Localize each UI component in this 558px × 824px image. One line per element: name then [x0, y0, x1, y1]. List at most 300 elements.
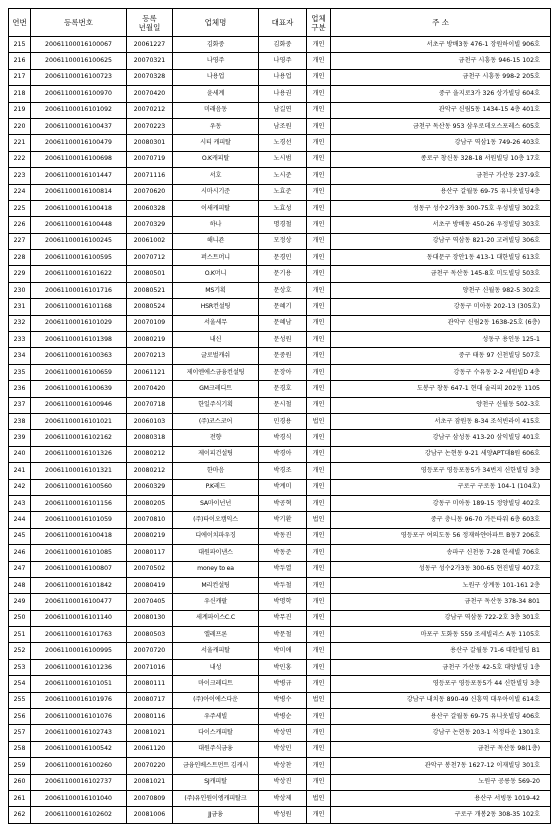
- table-row: [9, 250, 551, 266]
- cell-company-name: 한일주식기획: [173, 397, 259, 413]
- cell-representative: 문시철: [259, 397, 307, 413]
- cell-registration-date: 20080521: [127, 282, 173, 298]
- cell-company-name: HSR컨설팅: [173, 299, 259, 315]
- cell-representative: 박동진: [259, 528, 307, 544]
- cell-registration-number: 20061100016101236: [31, 659, 127, 675]
- cell-registration-date: 20070220: [127, 758, 173, 774]
- cell-registration-number: 20061100016101842: [31, 577, 127, 593]
- table-row: [9, 725, 551, 741]
- cell-business-type: 개인: [307, 577, 331, 593]
- cell-registration-date: 20080219: [127, 332, 173, 348]
- cell-registration-number: 20061100016101051: [31, 676, 127, 692]
- table-row: [9, 397, 551, 413]
- cell-no: 248: [9, 577, 31, 593]
- cell-representative: 박병규: [259, 676, 307, 692]
- cell-company-name: 디에이치파우징: [173, 528, 259, 544]
- cell-registration-number: 20061100016100479: [31, 135, 127, 151]
- cell-representative: 박상면: [259, 725, 307, 741]
- cell-no: 259: [9, 758, 31, 774]
- cell-representative: 박미애: [259, 643, 307, 659]
- cell-address: 관악구 신림2동 1638-25호 (6층): [331, 315, 551, 331]
- cell-business-type: 개인: [307, 69, 331, 85]
- header-representative: 대표자: [259, 9, 307, 37]
- table-row: [9, 282, 551, 298]
- cell-registration-date: 20081006: [127, 807, 173, 823]
- cell-address: 구로구 개봉2동 308-35 102호: [331, 807, 551, 823]
- cell-business-type: 법인: [307, 512, 331, 528]
- cell-address: 용산구 갈월동 69-75 유니웃빌딩4층: [331, 184, 551, 200]
- cell-no: 217: [9, 69, 31, 85]
- cell-registration-number: 20061100016100659: [31, 364, 127, 380]
- cell-address: 영등포구 여의도동 56 정재하얀아파트 B동7 206호: [331, 528, 551, 544]
- table-row: [9, 659, 551, 675]
- cell-address: 강동구 수유동 2-2 세원빌D 4층: [331, 364, 551, 380]
- cell-business-type: 개인: [307, 430, 331, 446]
- header-no: 연번: [9, 9, 31, 37]
- table-row: [9, 643, 551, 659]
- cell-no: 239: [9, 430, 31, 446]
- cell-registration-date: 20070712: [127, 250, 173, 266]
- cell-registration-date: 20080212: [127, 446, 173, 462]
- cell-no: 224: [9, 184, 31, 200]
- cell-representative: 박계미: [259, 479, 307, 495]
- cell-address: 양천구 신월동 502-3호: [331, 397, 551, 413]
- cell-registration-number: 20061100016101447: [31, 168, 127, 184]
- cell-registration-date: 20080117: [127, 545, 173, 561]
- cell-representative: 문상호: [259, 282, 307, 298]
- cell-registration-number: 20061100016101040: [31, 790, 127, 806]
- cell-registration-date: 20070109: [127, 315, 173, 331]
- cell-company-name: 김화중: [173, 37, 259, 53]
- cell-no: 223: [9, 168, 31, 184]
- cell-business-type: 개인: [307, 446, 331, 462]
- table-row: [9, 102, 551, 118]
- cell-registration-number: 20061100016100448: [31, 217, 127, 233]
- cell-registration-date: 20070213: [127, 348, 173, 364]
- cell-business-type: 개인: [307, 741, 331, 757]
- cell-business-type: 개인: [307, 463, 331, 479]
- cell-registration-number: 20061100016101076: [31, 709, 127, 725]
- cell-no: 250: [9, 610, 31, 626]
- cell-company-name: 해니죤: [173, 233, 259, 249]
- cell-representative: 박상진: [259, 774, 307, 790]
- cell-address: 금천구 시흥동 998-2 205호: [331, 69, 551, 85]
- cell-registration-date: 20060328: [127, 200, 173, 216]
- cell-company-name: (주)코스코어: [173, 413, 259, 429]
- cell-company-name: 글로벌캐쉬: [173, 348, 259, 364]
- cell-address: 노원구 상계동 101-161 2층: [331, 577, 551, 593]
- cell-no: 251: [9, 627, 31, 643]
- table-row: [9, 348, 551, 364]
- cell-no: 233: [9, 332, 31, 348]
- cell-registration-date: 20071116: [127, 168, 173, 184]
- cell-registration-date: 20080301: [127, 135, 173, 151]
- cell-business-type: 개인: [307, 807, 331, 823]
- cell-company-name: (주)아이에스다운: [173, 692, 259, 708]
- cell-address: 중구 충니동 96-70 가든타워 6층 603호: [331, 512, 551, 528]
- cell-registration-number: 20061100016100625: [31, 53, 127, 69]
- cell-representative: 박성원: [259, 807, 307, 823]
- cell-registration-date: 20080524: [127, 299, 173, 315]
- cell-representative: 노시준: [259, 168, 307, 184]
- cell-company-name: 다이스캐피탈: [173, 725, 259, 741]
- cell-registration-number: 20061100016101716: [31, 282, 127, 298]
- cell-representative: 박민홍: [259, 659, 307, 675]
- cell-registration-date: 20070718: [127, 397, 173, 413]
- cell-representative: 박문철: [259, 627, 307, 643]
- cell-address: 구로구 구로동 104-1 (104호): [331, 479, 551, 495]
- cell-registration-date: 20080501: [127, 266, 173, 282]
- cell-address: 성동구 성수2가3동 300-75호 우성빌딩 302호: [331, 200, 551, 216]
- cell-representative: 노효성: [259, 200, 307, 216]
- cell-registration-number: 20061100016101092: [31, 102, 127, 118]
- cell-business-type: 개인: [307, 315, 331, 331]
- table-row: [9, 266, 551, 282]
- table-row: [9, 69, 551, 85]
- cell-representative: 박공혁: [259, 495, 307, 511]
- cell-company-name: 마이크레디트: [173, 676, 259, 692]
- cell-company-name: 시티 캐피탈: [173, 135, 259, 151]
- header-registration-number: 등록번호: [31, 9, 127, 37]
- cell-address: 금천구 시흥동 946-15 102호: [331, 53, 551, 69]
- cell-company-name: 우주세빌: [173, 709, 259, 725]
- cell-address: 송파구 신천동 7-28 한세빌 706호: [331, 545, 551, 561]
- cell-company-name: SA마이넌넌: [173, 495, 259, 511]
- table-row: [9, 577, 551, 593]
- cell-no: 253: [9, 659, 31, 675]
- cell-company-name: 미래음동: [173, 102, 259, 118]
- table-row: [9, 495, 551, 511]
- cell-representative: 모정상: [259, 233, 307, 249]
- cell-registration-number: 20061100016100946: [31, 397, 127, 413]
- cell-registration-number: 20061100016100560: [31, 479, 127, 495]
- cell-company-name: MS기획: [173, 282, 259, 298]
- cell-registration-number: 20061100016101763: [31, 627, 127, 643]
- cell-representative: 박상민: [259, 741, 307, 757]
- cell-representative: 민경용: [259, 413, 307, 429]
- cell-registration-number: 20061100016100814: [31, 184, 127, 200]
- cell-representative: 문기용: [259, 266, 307, 282]
- cell-address: 중구 태동 97 신천빌딩 507호: [331, 348, 551, 364]
- cell-company-name: O.K캐피탈: [173, 151, 259, 167]
- cell-business-type: 개인: [307, 282, 331, 298]
- cell-address: 강남구 역삼동 722-2호 3층 301호: [331, 610, 551, 626]
- cell-registration-date: 20070809: [127, 790, 173, 806]
- table-row: [9, 741, 551, 757]
- cell-registration-number: 20061100016101326: [31, 446, 127, 462]
- cell-registration-number: 20061100016100260: [31, 758, 127, 774]
- cell-business-type: 개인: [307, 102, 331, 118]
- cell-registration-date: 20070420: [127, 86, 173, 102]
- cell-business-type: 개인: [307, 118, 331, 134]
- table-row: [9, 413, 551, 429]
- table-row: [9, 446, 551, 462]
- cell-no: 260: [9, 774, 31, 790]
- cell-no: 234: [9, 348, 31, 364]
- cell-address: 도봉구 창동 647-1 현대 술리피 202동 1105: [331, 381, 551, 397]
- cell-registration-date: 20080419: [127, 577, 173, 593]
- cell-business-type: 개인: [307, 364, 331, 380]
- table-row: [9, 217, 551, 233]
- cell-company-name: 서울캐피탈: [173, 643, 259, 659]
- cell-company-name: 하나: [173, 217, 259, 233]
- cell-registration-date: 20070620: [127, 184, 173, 200]
- cell-registration-date: 20080717: [127, 692, 173, 708]
- cell-no: 232: [9, 315, 31, 331]
- table-row: [9, 299, 551, 315]
- cell-address: 노원구 공릉동 569-20: [331, 774, 551, 790]
- cell-registration-date: 20080212: [127, 463, 173, 479]
- cell-representative: 박병수: [259, 692, 307, 708]
- cell-company-name: 제이엔에스금융컨설팅: [173, 364, 259, 380]
- cell-representative: 박동준: [259, 545, 307, 561]
- table-row: [9, 594, 551, 610]
- cell-registration-date: 20070420: [127, 381, 173, 397]
- cell-registration-number: 20061100016101156: [31, 495, 127, 511]
- cell-address: 마포구 도화동 559 조세빌리스 A동 1105호: [331, 627, 551, 643]
- cell-no: 237: [9, 397, 31, 413]
- cell-business-type: 개인: [307, 184, 331, 200]
- cell-representative: 박무진: [259, 610, 307, 626]
- table-row: [9, 561, 551, 577]
- cell-registration-date: 20070321: [127, 53, 173, 69]
- cell-representative: 김화중: [259, 37, 307, 53]
- cell-registration-number: 20061100016100595: [31, 250, 127, 266]
- cell-address: 금천구 독산동 145-8호 미도빌딩 503호: [331, 266, 551, 282]
- cell-company-name: 내성: [173, 659, 259, 675]
- cell-representative: 박경식: [259, 430, 307, 446]
- table-row: [9, 463, 551, 479]
- cell-company-name: 나영주: [173, 53, 259, 69]
- cell-company-name: (주)유인원이엥캐피탈크: [173, 790, 259, 806]
- cell-representative: 나영주: [259, 53, 307, 69]
- table-row: [9, 200, 551, 216]
- cell-business-type: 개인: [307, 627, 331, 643]
- cell-no: 238: [9, 413, 31, 429]
- cell-registration-number: 20061100016100067: [31, 37, 127, 53]
- cell-address: 용산구 갈월동 69-75 유니웃빌딩 406호: [331, 709, 551, 725]
- cell-business-type: 개인: [307, 151, 331, 167]
- cell-representative: 박기환: [259, 512, 307, 528]
- cell-registration-number: 20061100016101622: [31, 266, 127, 282]
- cell-no: 245: [9, 528, 31, 544]
- registry-sheet: [8, 8, 550, 824]
- cell-business-type: 개인: [307, 594, 331, 610]
- cell-no: 215: [9, 37, 31, 53]
- cell-registration-number: 20061100016101398: [31, 332, 127, 348]
- cell-no: 230: [9, 282, 31, 298]
- cell-registration-number: 20061100016100245: [31, 233, 127, 249]
- cell-business-type: 개인: [307, 200, 331, 216]
- cell-registration-number: 20061100016100363: [31, 348, 127, 364]
- cell-representative: 문경민: [259, 250, 307, 266]
- table-row: [9, 135, 551, 151]
- cell-business-type: 법인: [307, 790, 331, 806]
- cell-address: 영등포구 영등포동5가 34번지 신한빌딩 3층: [331, 463, 551, 479]
- cell-registration-number: 20061100016101059: [31, 512, 127, 528]
- cell-registration-date: 20061002: [127, 233, 173, 249]
- cell-no: 222: [9, 151, 31, 167]
- cell-address: 강동구 미아동 202-13 (305호): [331, 299, 551, 315]
- table-row: [9, 479, 551, 495]
- cell-business-type: 개인: [307, 643, 331, 659]
- table-row: [9, 709, 551, 725]
- cell-registration-number: 20061100016100698: [31, 151, 127, 167]
- cell-business-type: 개인: [307, 545, 331, 561]
- cell-registration-date: 20061120: [127, 741, 173, 757]
- cell-address: 강남구 논현동 9-21 세양APT대8원 606호: [331, 446, 551, 462]
- cell-registration-number: 20061100016100477: [31, 594, 127, 610]
- table-row: [9, 528, 551, 544]
- table-row: [9, 364, 551, 380]
- table-row: [9, 610, 551, 626]
- cell-business-type: 개인: [307, 266, 331, 282]
- cell-registration-number: 20061100016101085: [31, 545, 127, 561]
- cell-business-type: 개인: [307, 217, 331, 233]
- cell-no: 257: [9, 725, 31, 741]
- cell-address: 서초구 방배동 450-26 우정빌딩 303호: [331, 217, 551, 233]
- cell-no: 242: [9, 479, 31, 495]
- cell-registration-number: 20061100016101321: [31, 463, 127, 479]
- cell-business-type: 개인: [307, 381, 331, 397]
- cell-representative: 남조원: [259, 118, 307, 134]
- table-row: [9, 676, 551, 692]
- cell-company-name: 한마음: [173, 463, 259, 479]
- table-row: [9, 627, 551, 643]
- cell-company-name: GM크레디트: [173, 381, 259, 397]
- cell-registration-date: 20071016: [127, 659, 173, 675]
- cell-registration-number: 20061100016100418: [31, 200, 127, 216]
- cell-representative: 박명학: [259, 594, 307, 610]
- cell-registration-number: 20061100016100807: [31, 561, 127, 577]
- cell-address: 동대문구 장안1동 413-1 대한빌딩 613호: [331, 250, 551, 266]
- cell-no: 219: [9, 102, 31, 118]
- cell-no: 220: [9, 118, 31, 134]
- cell-representative: 문경호: [259, 381, 307, 397]
- cell-no: 225: [9, 200, 31, 216]
- cell-business-type: 개인: [307, 37, 331, 53]
- cell-business-type: 개인: [307, 348, 331, 364]
- cell-business-type: 개인: [307, 528, 331, 544]
- cell-address: 강남구 내치동 890-49 신흥역 대우아이빌 614호: [331, 692, 551, 708]
- cell-company-name: 내신: [173, 332, 259, 348]
- cell-business-type: 개인: [307, 774, 331, 790]
- cell-address: 용산구 갈월동 71-6 대한빌딩 B1: [331, 643, 551, 659]
- cell-no: 240: [9, 446, 31, 462]
- cell-registration-date: 20080318: [127, 430, 173, 446]
- cell-business-type: 개인: [307, 397, 331, 413]
- cell-registration-number: 20061100016100970: [31, 86, 127, 102]
- table-row: [9, 168, 551, 184]
- cell-company-name: 대원주식금융: [173, 741, 259, 757]
- cell-registration-date: 20070502: [127, 561, 173, 577]
- cell-no: 249: [9, 594, 31, 610]
- cell-no: 241: [9, 463, 31, 479]
- cell-no: 236: [9, 381, 31, 397]
- cell-address: 강남구 논현동 203-1 석정타운 1301호: [331, 725, 551, 741]
- cell-address: 중구 을지로3가 326 상가빌딩 604호: [331, 86, 551, 102]
- cell-representative: 박상제: [259, 790, 307, 806]
- cell-address: 금천구 가산동 42-5호 대양빌딩 1층: [331, 659, 551, 675]
- table-row: [9, 315, 551, 331]
- cell-company-name: 우신캐팔: [173, 594, 259, 610]
- cell-registration-date: 20070223: [127, 118, 173, 134]
- table-row: [9, 37, 551, 53]
- table-row: [9, 233, 551, 249]
- cell-no: 216: [9, 53, 31, 69]
- cell-registration-date: 20080219: [127, 528, 173, 544]
- table-row: [9, 53, 551, 69]
- cell-registration-date: 20081021: [127, 774, 173, 790]
- table-row: [9, 545, 551, 561]
- cell-registration-number: 20061100016101976: [31, 692, 127, 708]
- cell-registration-number: 20061100016100437: [31, 118, 127, 134]
- cell-registration-date: 20070405: [127, 594, 173, 610]
- table-row: [9, 151, 551, 167]
- cell-no: 229: [9, 266, 31, 282]
- cell-address: 강남구 역삼동 821-20 고려빌딩 306호: [331, 233, 551, 249]
- cell-company-name: money to ea: [173, 561, 259, 577]
- header-row: [9, 9, 551, 37]
- cell-registration-date: 20070719: [127, 151, 173, 167]
- cell-company-name: 엘레프론: [173, 627, 259, 643]
- cell-business-type: 개인: [307, 561, 331, 577]
- cell-no: 228: [9, 250, 31, 266]
- cell-company-name: 서호: [173, 168, 259, 184]
- cell-representative: 문혜남: [259, 315, 307, 331]
- cell-registration-date: 20070810: [127, 512, 173, 528]
- cell-business-type: 개인: [307, 135, 331, 151]
- table-row: [9, 118, 551, 134]
- cell-company-name: (주)타이오캠익스: [173, 512, 259, 528]
- cell-business-type: 개인: [307, 332, 331, 348]
- table-row: [9, 184, 551, 200]
- cell-business-type: 개인: [307, 758, 331, 774]
- cell-no: 231: [9, 299, 31, 315]
- table-row: [9, 332, 551, 348]
- cell-representative: 박병순: [259, 709, 307, 725]
- cell-no: 226: [9, 217, 31, 233]
- cell-business-type: 개인: [307, 53, 331, 69]
- cell-business-type: 개인: [307, 495, 331, 511]
- cell-business-type: 개인: [307, 709, 331, 725]
- cell-no: 261: [9, 790, 31, 806]
- table-row: [9, 430, 551, 446]
- cell-registration-date: 20081021: [127, 725, 173, 741]
- header-address: 주 소: [331, 9, 551, 37]
- cell-company-name: 제이피건설팅: [173, 446, 259, 462]
- cell-representative: 명경철: [259, 217, 307, 233]
- cell-registration-date: 20070328: [127, 69, 173, 85]
- cell-representative: 박경아: [259, 446, 307, 462]
- cell-business-type: 개인: [307, 676, 331, 692]
- cell-registration-number: 20061100016100418: [31, 528, 127, 544]
- table-row: [9, 692, 551, 708]
- cell-registration-date: 20060329: [127, 479, 173, 495]
- cell-registration-number: 20061100016102162: [31, 430, 127, 446]
- cell-address: 금천구 독산동 98(1층): [331, 741, 551, 757]
- cell-company-name: 세계파이스C.C: [173, 610, 259, 626]
- cell-address: 영등포구 영등포동5가 44 신한빌딩 3층: [331, 676, 551, 692]
- table-row: [9, 86, 551, 102]
- cell-address: 종로구 창신동 328-18 서원빌딩 10층 17호: [331, 151, 551, 167]
- table-row: [9, 512, 551, 528]
- cell-company-name: 금융인베스트먼트 김캐시: [173, 758, 259, 774]
- cell-business-type: 개인: [307, 479, 331, 495]
- cell-representative: 남길연: [259, 102, 307, 118]
- cell-no: 255: [9, 692, 31, 708]
- cell-address: 용산구 서빙동 1019-42: [331, 790, 551, 806]
